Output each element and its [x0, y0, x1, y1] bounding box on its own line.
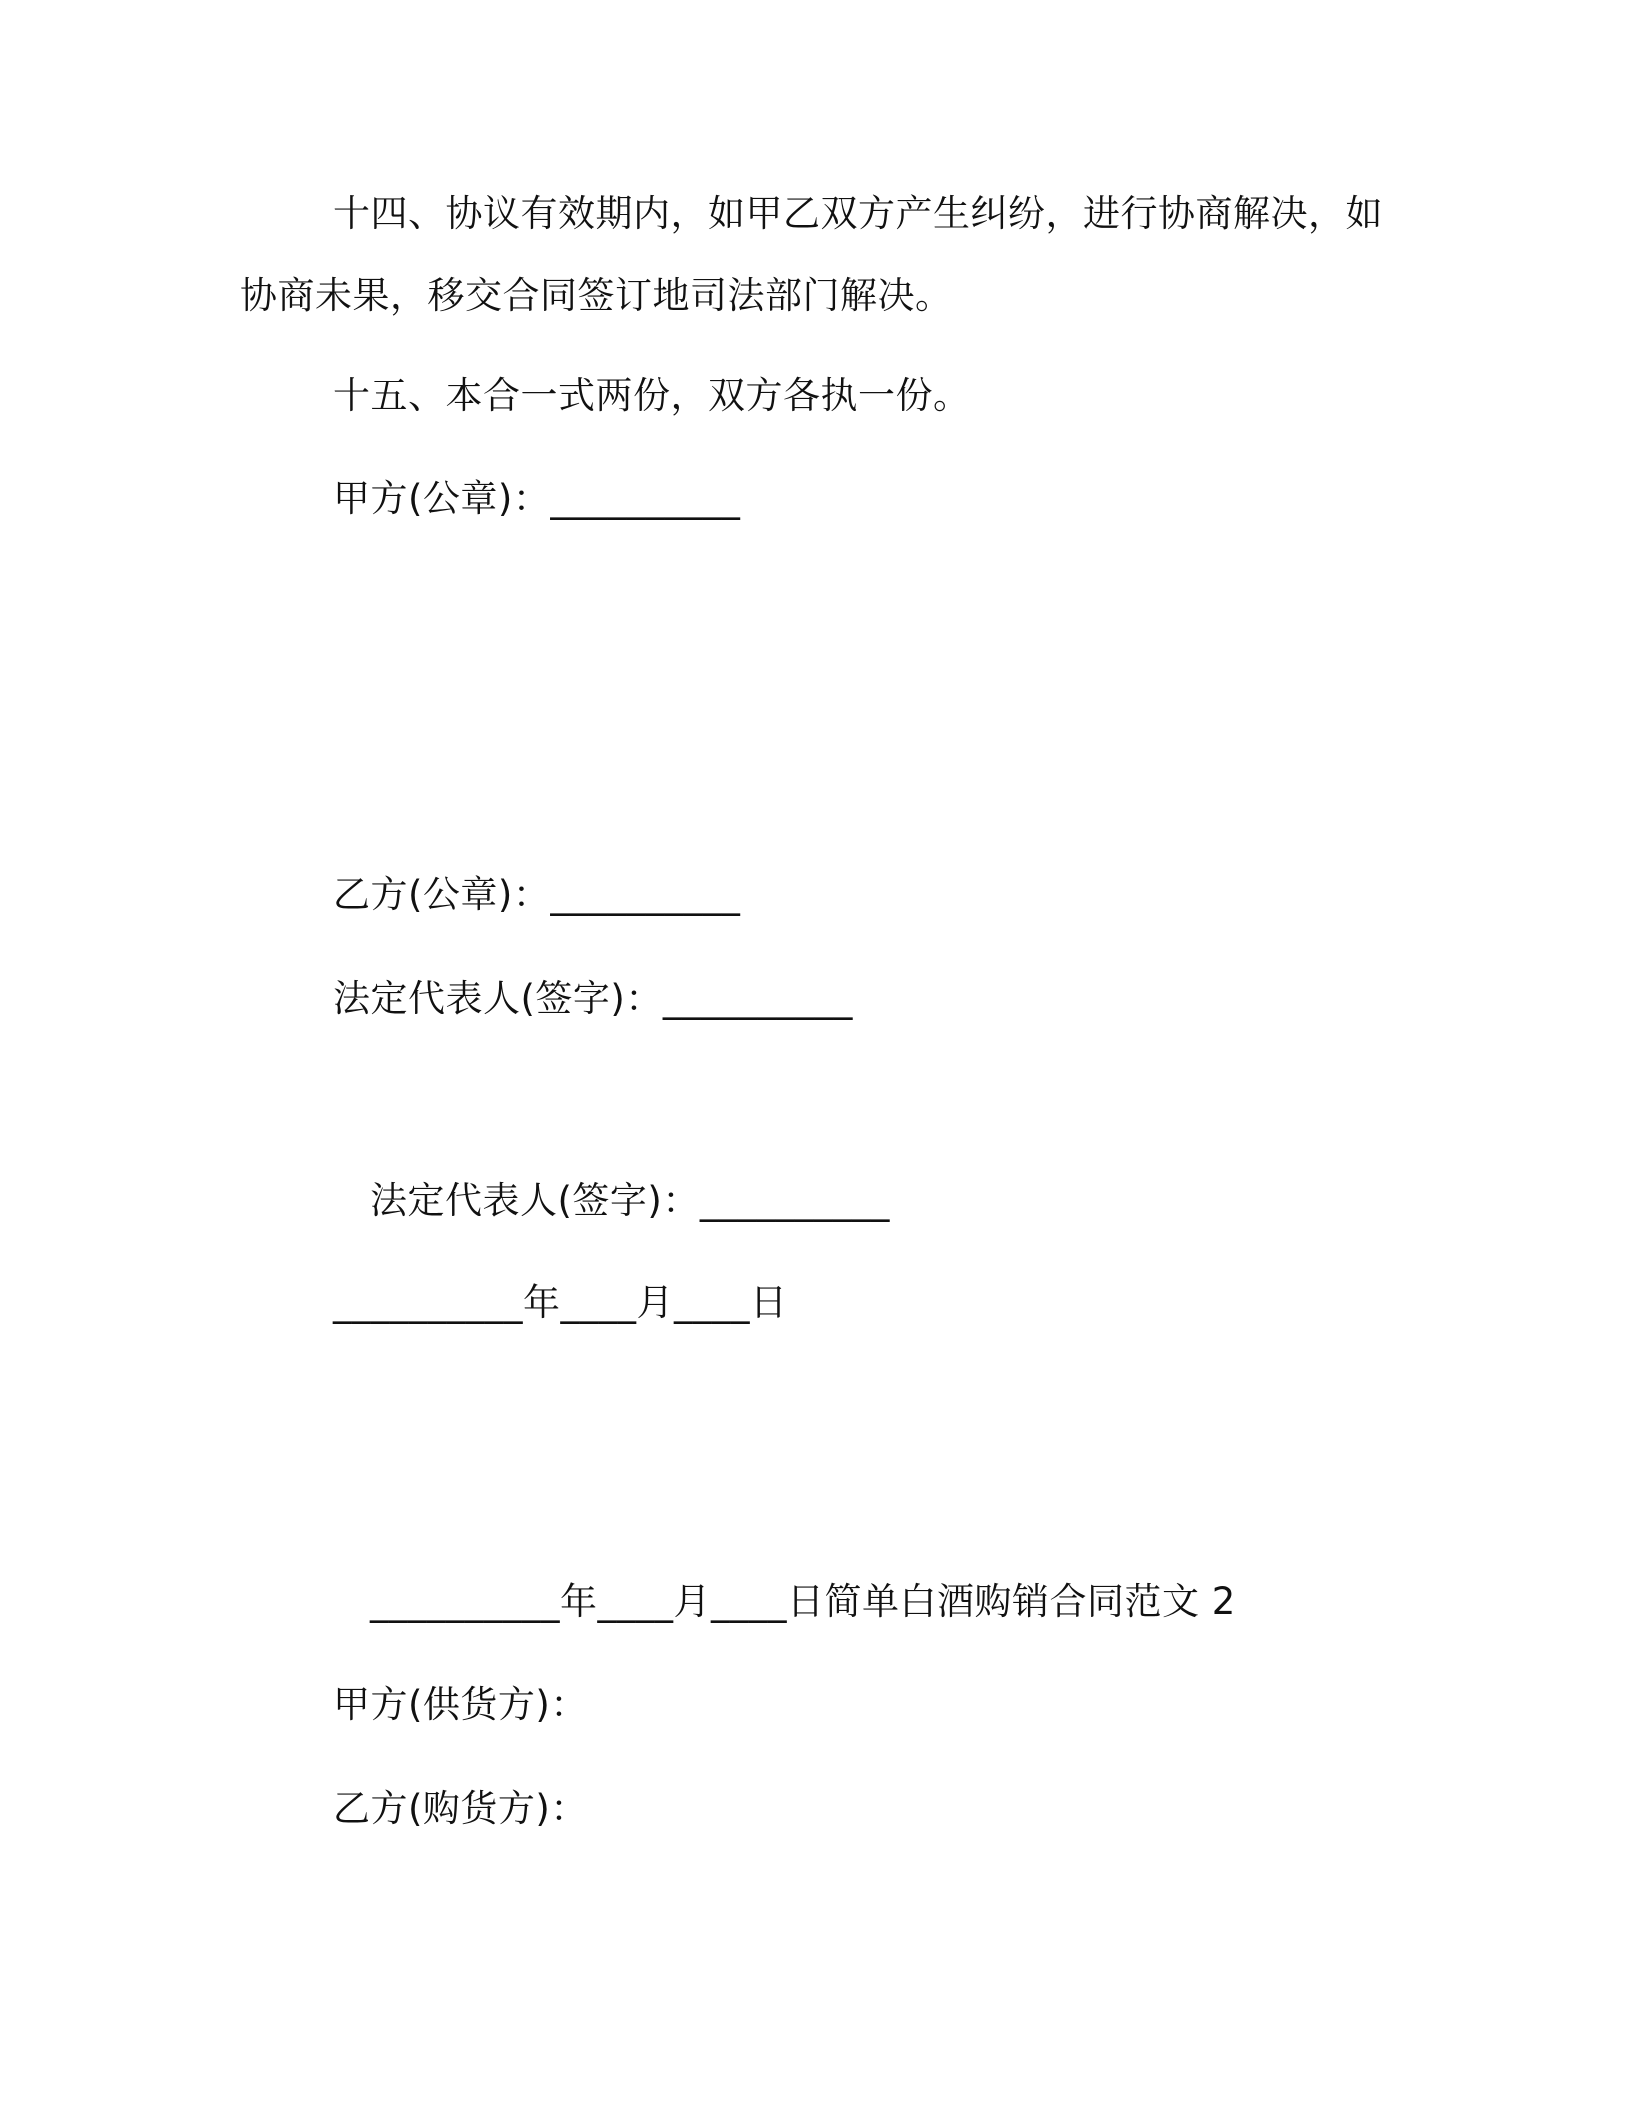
party-a-supplier-line: 甲方(供货方)： — [333, 1683, 588, 1726]
party-a-seal-line: 甲方(公章)：__________ — [333, 477, 741, 520]
clause-14-line-1: 十四、协议有效期内，如甲乙双方产生纠纷，进行协商解决，如 — [333, 192, 1383, 235]
date-line: __________年____月____日 — [333, 1281, 788, 1324]
clause-14-line-2: 协商未果，移交合同签订地司法部门解决。 — [240, 274, 953, 317]
clause-15: 十五、本合一式两份，双方各执一份。 — [333, 374, 971, 417]
party-b-seal-line: 乙方(公章)：__________ — [333, 873, 741, 916]
legal-rep-signature-line-1: 法定代表人(签字)：__________ — [333, 977, 853, 1020]
legal-rep-signature-line-2: 法定代表人(签字)：__________ — [370, 1179, 890, 1222]
party-b-buyer-line: 乙方(购货方)： — [333, 1787, 588, 1830]
next-contract-heading: __________年____月____日简单白酒购销合同范文 2 — [370, 1580, 1236, 1623]
